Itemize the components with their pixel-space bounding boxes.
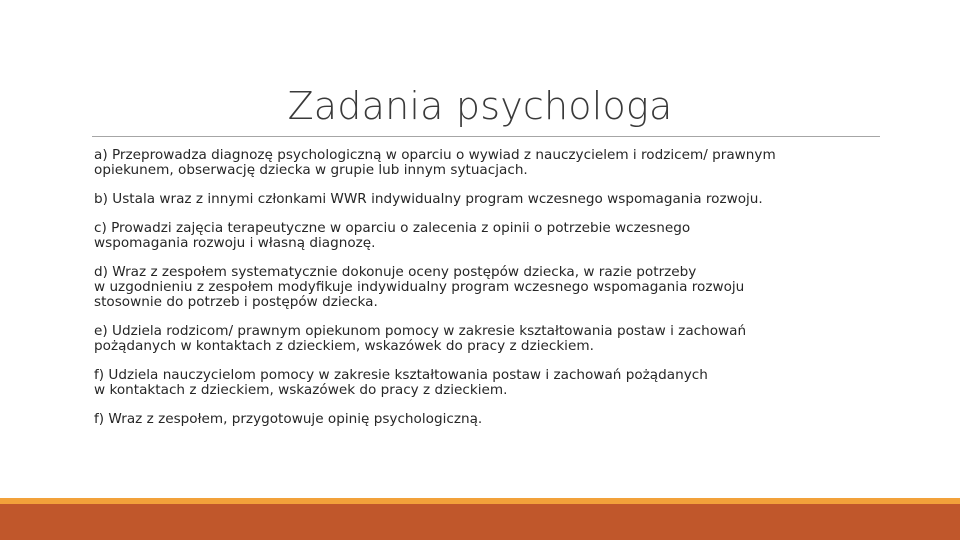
- task-item-a: a) Przeprowadza diagnozę psychologiczną w oparciu o wywiad z nauczycielem i rodzicem/ prawnym opiekunem, obserwację dziecka w grupie lub innym sytuacjach.: [94, 147, 776, 178]
- task-list: [94, 148, 884, 441]
- task-item-e: e) Udziela rodzicom/ prawnym opiekunom pomocy w zakresie kształtowania postaw i zachowań pożądanych w kontaktach z dzieckiem, wskazówek do pracy z dzieckiem.: [94, 323, 747, 354]
- task-item-f1: f) Udziela nauczycielom pomocy w zakresie kształtowania postaw i zachowań pożądanych w kontaktach z dzieckiem, wskazówek do pracy z dzieckiem.: [94, 367, 708, 398]
- task-item-b: b) Ustala wraz z innymi członkami WWR indywidualny program wczesnego wspomagania rozwoju.: [94, 191, 763, 207]
- footer-accent-bar: [0, 504, 960, 540]
- task-item-d: d) Wraz z zespołem systematycznie dokonuje oceny postępów dziecka, w razie potrzeby w uzgodnieniu z zespołem modyfikuje indywidualny program wczesnego wspomagania rozwoju stosownie do potrzeb i postępów dziecka.: [94, 264, 745, 310]
- slide-title: Zadania psychologa: [287, 84, 673, 128]
- title-divider: [92, 136, 880, 137]
- task-item-f2: f) Wraz z zespołem, przygotowuje opinię psychologiczną.: [94, 411, 483, 427]
- task-item-c: c) Prowadzi zajęcia terapeutyczne w oparciu o zalecenia z opinii o potrzebie wczesnego wspomagania rozwoju i własną diagnozę.: [94, 220, 691, 251]
